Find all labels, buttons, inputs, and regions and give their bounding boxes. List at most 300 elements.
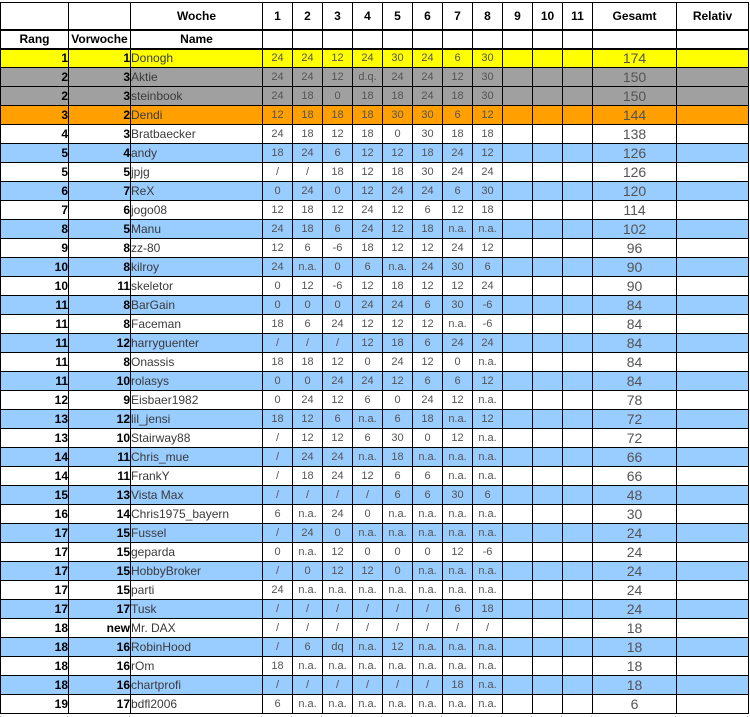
vorwoche-cell[interactable]: 11 (69, 448, 131, 467)
name-cell[interactable]: steinbook (131, 87, 263, 106)
week-cell-7[interactable]: 24 (443, 239, 473, 258)
vorwoche-cell[interactable]: 12 (69, 334, 131, 353)
week-cell-10[interactable] (533, 106, 563, 125)
week-cell-2[interactable]: / (293, 486, 323, 505)
week-cell-8[interactable]: n.a. (473, 429, 503, 448)
week-cell-5[interactable]: / (383, 600, 413, 619)
week-cell-9[interactable] (503, 695, 533, 714)
name-cell[interactable]: Eisbaer1982 (131, 391, 263, 410)
week-cell-6[interactable]: 0 (413, 429, 443, 448)
week-cell-11[interactable] (563, 391, 593, 410)
gesamt-cell[interactable]: 114 (593, 201, 677, 220)
week-cell-3[interactable]: 6 (323, 410, 353, 429)
week-cell-2[interactable]: 0 (293, 562, 323, 581)
week-cell-9[interactable] (503, 106, 533, 125)
week-cell-9[interactable] (503, 49, 533, 68)
week-cell-3[interactable]: -6 (323, 277, 353, 296)
week-cell-3[interactable]: 24 (323, 372, 353, 391)
week-cell-1[interactable]: / (263, 163, 293, 182)
week-cell-6[interactable]: 18 (413, 144, 443, 163)
week-cell-4[interactable]: / (353, 676, 383, 695)
week-cell-9[interactable] (503, 353, 533, 372)
week-cell-9[interactable] (503, 486, 533, 505)
week-header-cell-4[interactable]: 4 (353, 3, 383, 30)
week-cell-7[interactable]: 6 (443, 106, 473, 125)
rang-cell[interactable]: 14 (1, 467, 69, 486)
week-cell-7[interactable]: n.a. (443, 315, 473, 334)
week-cell-11[interactable] (563, 163, 593, 182)
vorwoche-cell[interactable]: 8 (69, 296, 131, 315)
week-cell-10[interactable] (533, 144, 563, 163)
week-cell-5[interactable]: n.a. (383, 695, 413, 714)
week-cell-2[interactable]: 18 (293, 106, 323, 125)
vorwoche-cell[interactable]: 16 (69, 638, 131, 657)
week-subheader-cell-5[interactable] (383, 30, 413, 49)
week-cell-11[interactable] (563, 638, 593, 657)
week-cell-8[interactable]: -6 (473, 315, 503, 334)
week-cell-2[interactable]: 18 (293, 125, 323, 144)
week-cell-10[interactable] (533, 315, 563, 334)
week-header-cell-10[interactable]: 10 (533, 3, 563, 30)
week-cell-6[interactable]: 6 (413, 296, 443, 315)
rang-cell[interactable]: 4 (1, 125, 69, 144)
week-cell-7[interactable]: 12 (443, 68, 473, 87)
name-cell[interactable]: harryguenter (131, 334, 263, 353)
week-cell-8[interactable]: n.a. (473, 581, 503, 600)
week-header-cell-2[interactable]: 2 (293, 3, 323, 30)
week-cell-1[interactable]: 18 (263, 410, 293, 429)
week-cell-2[interactable]: 18 (293, 467, 323, 486)
week-cell-9[interactable] (503, 182, 533, 201)
week-cell-10[interactable] (533, 562, 563, 581)
week-cell-8[interactable]: n.a. (473, 638, 503, 657)
week-cell-5[interactable]: 18 (383, 334, 413, 353)
week-cell-7[interactable]: 12 (443, 201, 473, 220)
week-cell-1[interactable]: / (263, 486, 293, 505)
rang-cell[interactable]: 16 (1, 505, 69, 524)
week-cell-2[interactable]: 24 (293, 391, 323, 410)
vorwoche-cell[interactable]: 4 (69, 144, 131, 163)
week-cell-11[interactable] (563, 372, 593, 391)
week-cell-10[interactable] (533, 410, 563, 429)
week-cell-9[interactable] (503, 391, 533, 410)
week-cell-1[interactable]: 18 (263, 315, 293, 334)
week-cell-9[interactable] (503, 543, 533, 562)
week-cell-8[interactable]: -6 (473, 296, 503, 315)
week-cell-11[interactable] (563, 277, 593, 296)
relativ-cell[interactable] (677, 448, 749, 467)
week-cell-6[interactable]: 30 (413, 163, 443, 182)
week-subheader-cell-6[interactable] (413, 30, 443, 49)
week-cell-1[interactable]: / (263, 619, 293, 638)
week-cell-5[interactable]: 12 (383, 201, 413, 220)
relativ-header-cell[interactable]: Relativ (677, 3, 749, 30)
week-cell-8[interactable]: 12 (473, 106, 503, 125)
week-cell-5[interactable]: 24 (383, 353, 413, 372)
vorwoche-cell[interactable]: 15 (69, 543, 131, 562)
week-cell-9[interactable] (503, 581, 533, 600)
week-cell-4[interactable]: n.a. (353, 410, 383, 429)
gesamt-header-cell[interactable]: Gesamt (593, 3, 677, 30)
relativ-cell[interactable] (677, 429, 749, 448)
rang-cell[interactable]: 17 (1, 543, 69, 562)
week-cell-9[interactable] (503, 372, 533, 391)
week-cell-3[interactable]: n.a. (323, 581, 353, 600)
week-subheader-cell-8[interactable] (473, 30, 503, 49)
week-cell-5[interactable]: n.a. (383, 258, 413, 277)
week-cell-5[interactable]: 12 (383, 239, 413, 258)
week-cell-4[interactable]: 12 (353, 562, 383, 581)
week-cell-1[interactable]: / (263, 448, 293, 467)
week-cell-11[interactable] (563, 543, 593, 562)
rang-cell[interactable]: 8 (1, 220, 69, 239)
week-cell-10[interactable] (533, 125, 563, 144)
week-cell-10[interactable] (533, 353, 563, 372)
week-cell-8[interactable]: 12 (473, 239, 503, 258)
week-cell-5[interactable]: 6 (383, 410, 413, 429)
week-cell-2[interactable]: 24 (293, 182, 323, 201)
week-cell-3[interactable]: / (323, 600, 353, 619)
rang-cell[interactable]: 19 (1, 695, 69, 714)
gesamt-cell[interactable]: 18 (593, 676, 677, 695)
week-cell-4[interactable]: 24 (353, 49, 383, 68)
week-cell-2[interactable]: n.a. (293, 695, 323, 714)
week-cell-1[interactable]: 24 (263, 125, 293, 144)
week-cell-10[interactable] (533, 372, 563, 391)
name-cell[interactable]: bdfl2006 (131, 695, 263, 714)
week-cell-5[interactable]: 30 (383, 106, 413, 125)
rang-cell[interactable]: 17 (1, 600, 69, 619)
gesamt-cell[interactable]: 138 (593, 125, 677, 144)
rang-cell[interactable]: 6 (1, 182, 69, 201)
rang-cell[interactable]: 9 (1, 239, 69, 258)
week-cell-3[interactable]: 24 (323, 505, 353, 524)
rang-cell[interactable]: 10 (1, 277, 69, 296)
week-cell-1[interactable]: 0 (263, 182, 293, 201)
relativ-cell[interactable] (677, 505, 749, 524)
week-cell-9[interactable] (503, 125, 533, 144)
week-cell-6[interactable]: n.a. (413, 524, 443, 543)
week-cell-1[interactable]: / (263, 467, 293, 486)
relativ-cell[interactable] (677, 410, 749, 429)
rang-cell[interactable]: 15 (1, 486, 69, 505)
relativ-cell[interactable] (677, 372, 749, 391)
week-cell-8[interactable]: n.a. (473, 657, 503, 676)
week-header-cell-1[interactable]: 1 (263, 3, 293, 30)
name-cell[interactable]: geparda (131, 543, 263, 562)
week-cell-3[interactable]: 12 (323, 68, 353, 87)
week-cell-4[interactable]: n.a. (353, 695, 383, 714)
week-cell-6[interactable]: 12 (413, 277, 443, 296)
week-cell-1[interactable]: 24 (263, 581, 293, 600)
name-header-cell[interactable]: Name (131, 30, 263, 49)
week-cell-5[interactable]: 12 (383, 220, 413, 239)
week-cell-4[interactable]: n.a. (353, 524, 383, 543)
gesamt-subheader-cell[interactable] (593, 30, 677, 49)
week-header-cell-5[interactable]: 5 (383, 3, 413, 30)
week-cell-1[interactable]: 18 (263, 657, 293, 676)
relativ-cell[interactable] (677, 296, 749, 315)
rang-cell[interactable]: 14 (1, 448, 69, 467)
vorwoche-cell[interactable]: 12 (69, 410, 131, 429)
gesamt-cell[interactable]: 24 (593, 524, 677, 543)
week-cell-7[interactable]: 18 (443, 125, 473, 144)
name-cell[interactable]: Manu (131, 220, 263, 239)
vorwoche-cell[interactable]: 17 (69, 695, 131, 714)
week-cell-5[interactable]: 0 (383, 391, 413, 410)
week-cell-6[interactable]: 24 (413, 182, 443, 201)
week-cell-6[interactable]: n.a. (413, 562, 443, 581)
week-cell-5[interactable]: 12 (383, 372, 413, 391)
week-cell-4[interactable]: / (353, 619, 383, 638)
week-cell-5[interactable]: 12 (383, 638, 413, 657)
week-cell-4[interactable]: n.a. (353, 448, 383, 467)
week-cell-9[interactable] (503, 144, 533, 163)
week-cell-11[interactable] (563, 486, 593, 505)
name-cell[interactable]: Tusk (131, 600, 263, 619)
week-cell-11[interactable] (563, 68, 593, 87)
gesamt-cell[interactable]: 18 (593, 638, 677, 657)
week-cell-11[interactable] (563, 657, 593, 676)
week-cell-10[interactable] (533, 524, 563, 543)
week-cell-1[interactable]: 24 (263, 49, 293, 68)
vorwoche-cell[interactable]: 5 (69, 163, 131, 182)
rang-cell[interactable]: 7 (1, 201, 69, 220)
week-cell-4[interactable]: 24 (353, 372, 383, 391)
gesamt-cell[interactable]: 150 (593, 87, 677, 106)
week-cell-8[interactable]: 30 (473, 87, 503, 106)
gesamt-cell[interactable]: 84 (593, 353, 677, 372)
vorwoche-cell[interactable]: 10 (69, 372, 131, 391)
name-cell[interactable]: andy (131, 144, 263, 163)
week-cell-6[interactable]: 24 (413, 49, 443, 68)
week-cell-7[interactable]: n.a. (443, 524, 473, 543)
week-cell-8[interactable]: n.a. (473, 695, 503, 714)
week-cell-2[interactable]: 18 (293, 353, 323, 372)
week-cell-2[interactable]: 0 (293, 372, 323, 391)
week-cell-8[interactable]: 6 (473, 486, 503, 505)
week-cell-8[interactable]: 24 (473, 334, 503, 353)
week-cell-4[interactable]: 6 (353, 258, 383, 277)
relativ-cell[interactable] (677, 600, 749, 619)
name-cell[interactable]: Chris_mue (131, 448, 263, 467)
relativ-cell[interactable] (677, 543, 749, 562)
woche-header-cell[interactable]: Woche (131, 3, 263, 30)
rang-cell[interactable]: 2 (1, 87, 69, 106)
week-cell-8[interactable]: n.a. (473, 676, 503, 695)
week-cell-6[interactable]: 18 (413, 410, 443, 429)
week-cell-6[interactable]: 6 (413, 486, 443, 505)
week-cell-9[interactable] (503, 524, 533, 543)
name-cell[interactable]: Onassis (131, 353, 263, 372)
week-cell-1[interactable]: 12 (263, 106, 293, 125)
week-cell-4[interactable]: 24 (353, 201, 383, 220)
week-cell-2[interactable]: 6 (293, 315, 323, 334)
week-cell-6[interactable]: 6 (413, 201, 443, 220)
week-cell-9[interactable] (503, 334, 533, 353)
week-cell-5[interactable]: 6 (383, 486, 413, 505)
week-cell-3[interactable]: 18 (323, 106, 353, 125)
week-cell-6[interactable]: n.a. (413, 657, 443, 676)
name-cell[interactable]: zz-80 (131, 239, 263, 258)
vorwoche-cell[interactable]: 16 (69, 676, 131, 695)
week-cell-10[interactable] (533, 638, 563, 657)
gesamt-cell[interactable]: 126 (593, 144, 677, 163)
week-cell-6[interactable]: n.a. (413, 505, 443, 524)
name-cell[interactable]: Donogh (131, 49, 263, 68)
vorwoche-cell[interactable]: 3 (69, 68, 131, 87)
week-cell-3[interactable]: 24 (323, 315, 353, 334)
week-cell-1[interactable]: 6 (263, 505, 293, 524)
week-subheader-cell-3[interactable] (323, 30, 353, 49)
week-cell-4[interactable]: 12 (353, 182, 383, 201)
week-cell-4[interactable]: 6 (353, 429, 383, 448)
week-cell-8[interactable]: n.a. (473, 505, 503, 524)
name-cell[interactable]: HobbyBroker (131, 562, 263, 581)
week-cell-8[interactable]: 18 (473, 125, 503, 144)
week-cell-9[interactable] (503, 600, 533, 619)
week-cell-10[interactable] (533, 220, 563, 239)
week-cell-1[interactable]: 0 (263, 296, 293, 315)
vorwoche-header-cell[interactable]: Vorwoche (69, 30, 131, 49)
week-cell-3[interactable]: 18 (323, 163, 353, 182)
week-cell-2[interactable]: 12 (293, 429, 323, 448)
week-cell-11[interactable] (563, 87, 593, 106)
week-cell-3[interactable]: n.a. (323, 695, 353, 714)
week-cell-6[interactable]: 24 (413, 68, 443, 87)
week-cell-5[interactable]: 0 (383, 543, 413, 562)
week-cell-9[interactable] (503, 638, 533, 657)
week-cell-4[interactable]: 24 (353, 220, 383, 239)
week-cell-10[interactable] (533, 600, 563, 619)
relativ-cell[interactable] (677, 581, 749, 600)
week-cell-10[interactable] (533, 277, 563, 296)
week-cell-11[interactable] (563, 676, 593, 695)
rang-cell[interactable]: 17 (1, 524, 69, 543)
week-cell-8[interactable]: n.a. (473, 448, 503, 467)
week-cell-10[interactable] (533, 87, 563, 106)
week-cell-11[interactable] (563, 49, 593, 68)
name-cell[interactable]: Aktie (131, 68, 263, 87)
week-cell-3[interactable]: / (323, 619, 353, 638)
week-cell-6[interactable]: 12 (413, 239, 443, 258)
week-cell-7[interactable]: 12 (443, 391, 473, 410)
week-cell-11[interactable] (563, 695, 593, 714)
week-cell-11[interactable] (563, 334, 593, 353)
gesamt-cell[interactable]: 18 (593, 619, 677, 638)
week-cell-3[interactable]: 12 (323, 562, 353, 581)
relativ-cell[interactable] (677, 353, 749, 372)
week-cell-10[interactable] (533, 163, 563, 182)
rang-cell[interactable]: 5 (1, 144, 69, 163)
week-header-cell-3[interactable]: 3 (323, 3, 353, 30)
week-cell-11[interactable] (563, 106, 593, 125)
vorwoche-cell[interactable]: 9 (69, 391, 131, 410)
week-cell-7[interactable]: 18 (443, 87, 473, 106)
week-cell-3[interactable]: 6 (323, 220, 353, 239)
week-cell-8[interactable]: 18 (473, 600, 503, 619)
name-cell[interactable]: chartprofi (131, 676, 263, 695)
name-cell[interactable]: Vista Max (131, 486, 263, 505)
week-cell-9[interactable] (503, 258, 533, 277)
week-cell-9[interactable] (503, 68, 533, 87)
rang-cell[interactable]: 11 (1, 334, 69, 353)
week-cell-6[interactable]: 6 (413, 467, 443, 486)
week-cell-3[interactable]: n.a. (323, 657, 353, 676)
week-cell-11[interactable] (563, 467, 593, 486)
week-cell-10[interactable] (533, 429, 563, 448)
week-cell-3[interactable]: 0 (323, 182, 353, 201)
week-cell-1[interactable]: 6 (263, 695, 293, 714)
week-cell-1[interactable]: 18 (263, 353, 293, 372)
week-cell-6[interactable]: 6 (413, 334, 443, 353)
name-cell[interactable]: ReX (131, 182, 263, 201)
rang-cell[interactable]: 18 (1, 638, 69, 657)
week-cell-3[interactable]: 24 (323, 448, 353, 467)
week-cell-8[interactable]: n.a. (473, 391, 503, 410)
week-cell-2[interactable]: / (293, 334, 323, 353)
week-cell-6[interactable]: / (413, 619, 443, 638)
relativ-subheader-cell[interactable] (677, 30, 749, 49)
rang-cell[interactable]: 13 (1, 429, 69, 448)
week-cell-3[interactable]: 12 (323, 391, 353, 410)
week-cell-9[interactable] (503, 277, 533, 296)
week-cell-8[interactable]: n.a. (473, 220, 503, 239)
week-cell-8[interactable]: 12 (473, 144, 503, 163)
relativ-cell[interactable] (677, 144, 749, 163)
name-cell[interactable]: parti (131, 581, 263, 600)
week-cell-8[interactable]: 24 (473, 277, 503, 296)
week-cell-6[interactable]: n.a. (413, 695, 443, 714)
week-cell-2[interactable]: 12 (293, 277, 323, 296)
gesamt-cell[interactable]: 66 (593, 467, 677, 486)
vorwoche-cell[interactable]: 14 (69, 505, 131, 524)
week-cell-7[interactable]: n.a. (443, 581, 473, 600)
vorwoche-cell[interactable]: 15 (69, 581, 131, 600)
gesamt-cell[interactable]: 24 (593, 562, 677, 581)
week-cell-8[interactable]: 30 (473, 182, 503, 201)
week-cell-1[interactable]: / (263, 524, 293, 543)
relativ-cell[interactable] (677, 258, 749, 277)
week-cell-8[interactable]: 30 (473, 49, 503, 68)
week-cell-7[interactable]: 12 (443, 277, 473, 296)
week-cell-6[interactable]: 0 (413, 543, 443, 562)
vorwoche-cell[interactable]: 5 (69, 220, 131, 239)
week-cell-2[interactable]: 6 (293, 638, 323, 657)
relativ-cell[interactable] (677, 676, 749, 695)
name-cell[interactable]: lil_jensi (131, 410, 263, 429)
week-cell-8[interactable]: -6 (473, 543, 503, 562)
rang-cell[interactable]: 12 (1, 391, 69, 410)
gesamt-cell[interactable]: 126 (593, 163, 677, 182)
week-cell-7[interactable]: 30 (443, 486, 473, 505)
week-cell-7[interactable]: n.a. (443, 657, 473, 676)
week-cell-8[interactable]: 12 (473, 372, 503, 391)
week-cell-7[interactable]: 6 (443, 182, 473, 201)
week-cell-3[interactable]: 24 (323, 467, 353, 486)
week-cell-4[interactable]: 12 (353, 144, 383, 163)
week-cell-7[interactable]: 6 (443, 372, 473, 391)
week-cell-5[interactable]: / (383, 619, 413, 638)
week-cell-7[interactable]: 24 (443, 144, 473, 163)
week-cell-6[interactable]: 12 (413, 315, 443, 334)
week-cell-1[interactable]: 12 (263, 201, 293, 220)
vorwoche-cell[interactable]: 15 (69, 562, 131, 581)
week-cell-9[interactable] (503, 220, 533, 239)
week-cell-10[interactable] (533, 334, 563, 353)
week-cell-2[interactable]: 24 (293, 448, 323, 467)
week-cell-1[interactable]: 18 (263, 144, 293, 163)
